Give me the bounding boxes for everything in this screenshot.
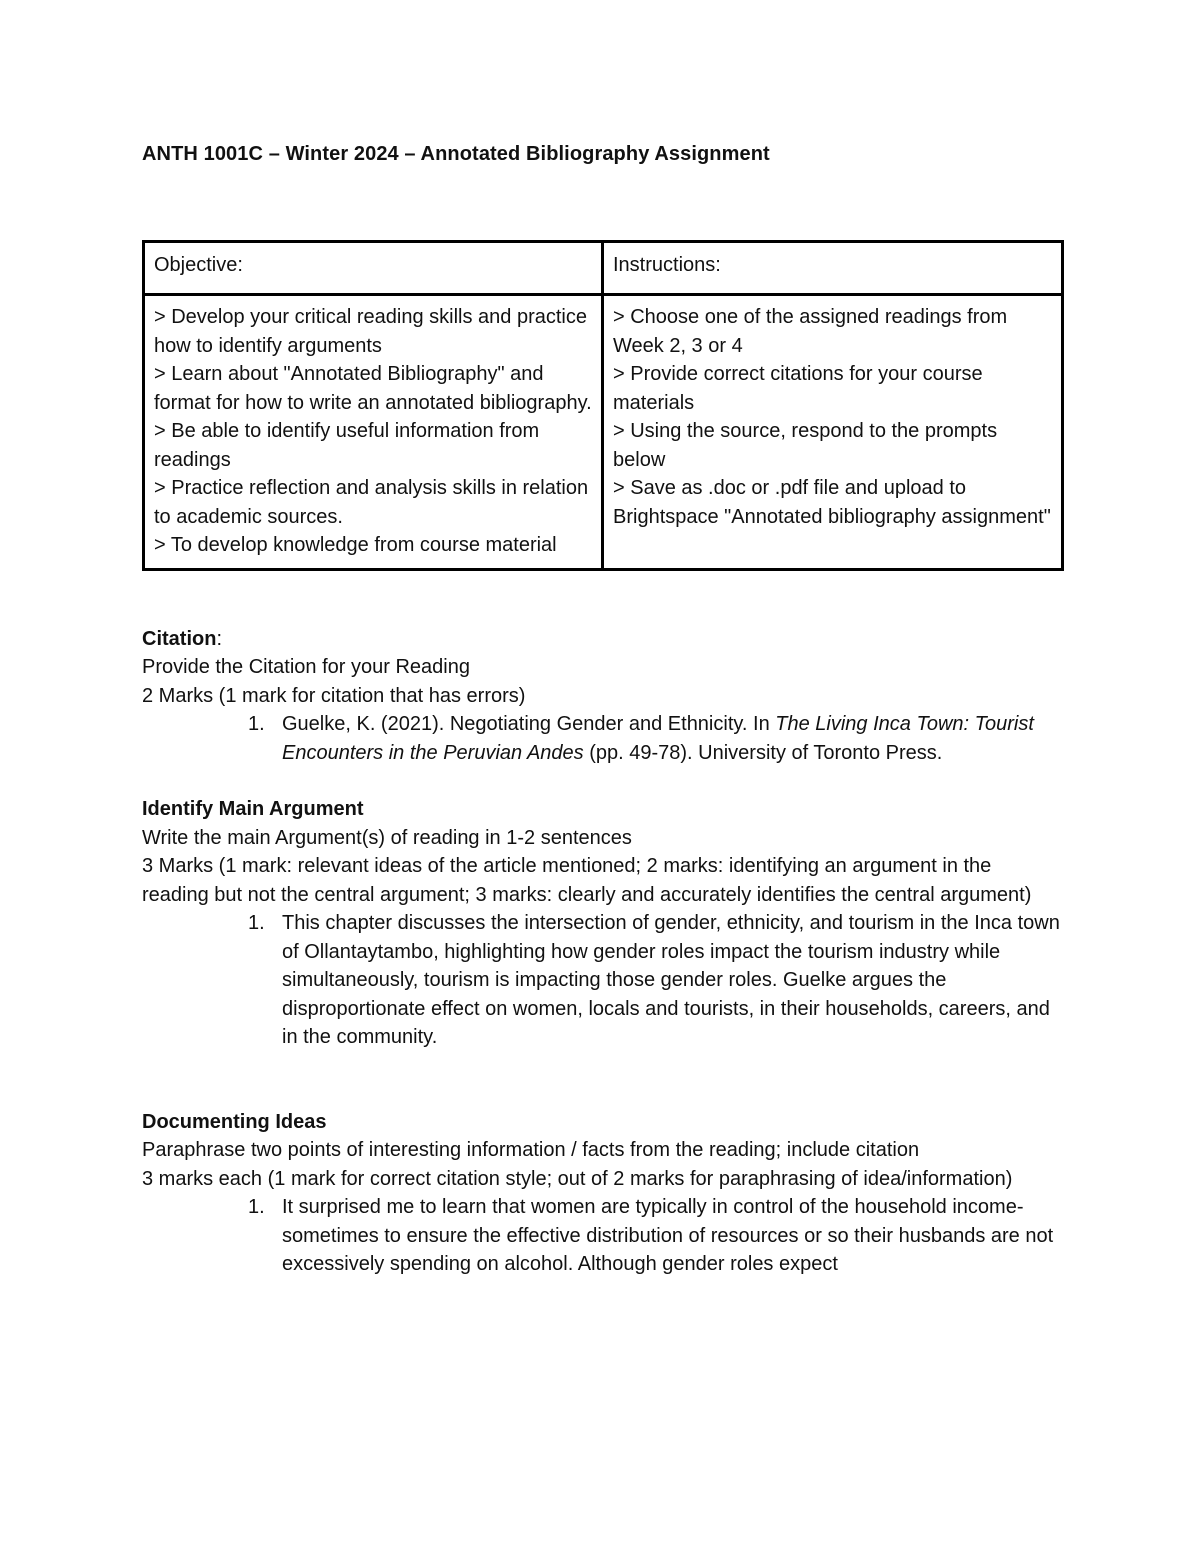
instructions-header: Instructions: xyxy=(603,242,1063,295)
citation-title: Citation xyxy=(142,627,217,650)
document-title: ANTH 1001C – Winter 2024 – Annotated Bibliography Assignment xyxy=(142,143,770,165)
objective-header: Objective: xyxy=(144,242,603,295)
objective-item: > Practice reflection and analysis skills in relation to academic sources. xyxy=(154,477,589,528)
citation-text-part1: Guelke, K. (2021). Negotiating Gender and Ethnicity. In xyxy=(282,713,776,735)
citation-marks: 2 Marks (1 mark for citation that has errors) xyxy=(142,684,526,707)
instruction-item: > Save as .doc or .pdf file and upload to Brightspace "Annotated bibliography assignment" xyxy=(613,477,1051,528)
main-argument-section xyxy=(142,795,1060,1052)
objective-cell xyxy=(144,295,603,570)
document-page xyxy=(142,140,1060,1279)
list-number: 1. xyxy=(248,1196,265,1218)
main-argument-answer-list xyxy=(142,909,1060,1052)
citation-colon: : xyxy=(216,627,222,650)
citation-text-part2: (pp. 49-78). University of Toronto Press. xyxy=(583,741,943,764)
citation-heading xyxy=(142,625,1060,654)
citation-section xyxy=(142,625,1060,768)
instructions-cell xyxy=(603,295,1063,570)
documenting-ideas-answer-list xyxy=(142,1193,1060,1279)
main-argument-answer xyxy=(142,909,1060,1052)
documenting-ideas-title: Documenting Ideas xyxy=(142,1110,327,1133)
list-number: 1. xyxy=(248,912,265,934)
instruction-item: > Using the source, respond to the prompts below xyxy=(613,420,998,471)
objective-item: > To develop knowledge from course material xyxy=(154,534,557,556)
documenting-ideas-section xyxy=(142,1108,1060,1279)
objective-item: > Be able to identify useful information from readings xyxy=(154,420,540,471)
documenting-ideas-answer xyxy=(142,1193,1060,1279)
documenting-ideas-marks: 3 marks each (1 mark for correct citation style; out of 2 marks for paraphrasing of idea/information) xyxy=(142,1167,1013,1190)
instruction-item: > Choose one of the assigned readings from Week 2, 3 or 4 xyxy=(613,306,1008,357)
citation-book-title: The Living Inca Town: Tourist Encounters in the Peruvian Andes xyxy=(282,713,1034,764)
citation-prompt: Provide the Citation for your Reading xyxy=(142,656,470,678)
main-argument-marks: 3 Marks (1 mark: relevant ideas of the article mentioned; 2 marks: identifying an argument in the reading but not the central argument; 3 marks: clearly and accurately identifies the central argument) xyxy=(142,855,1032,906)
objective-item: > Learn about "Annotated Bibliography" and format for how to write an annotated bibliography. xyxy=(154,363,592,414)
objective-item: > Develop your critical reading skills and practice how to identify arguments xyxy=(154,306,587,357)
main-argument-prompt: Write the main Argument(s) of reading in 1-2 sentences xyxy=(142,826,632,849)
citation-answer-list xyxy=(142,710,1060,767)
main-argument-title: Identify Main Argument xyxy=(142,798,364,820)
documenting-ideas-prompt: Paraphrase two points of interesting information / facts from the reading; include citation xyxy=(142,1139,920,1161)
instruction-item: > Provide correct citations for your course materials xyxy=(613,363,983,414)
documenting-ideas-text: It surprised me to learn that women are typically in control of the household income- sometimes to ensure the effective distribution of resources or so their husbands are not excessively spending on alcohol. Although gender roles expect xyxy=(282,1196,1054,1275)
list-number: 1. xyxy=(248,713,265,735)
citation-answer xyxy=(142,710,1060,767)
objective-instructions-table xyxy=(142,240,1064,571)
main-argument-text: This chapter discusses the intersection of gender, ethnicity, and tourism in the Inca town of Ollantaytambo, highlighting how gender roles impact the tourism industry while simultaneously, tourism is impacting those gender roles. Guelke argues the disproportionate effect on women, locals and tourists, in their households, careers, and in the community. xyxy=(282,912,1060,1048)
